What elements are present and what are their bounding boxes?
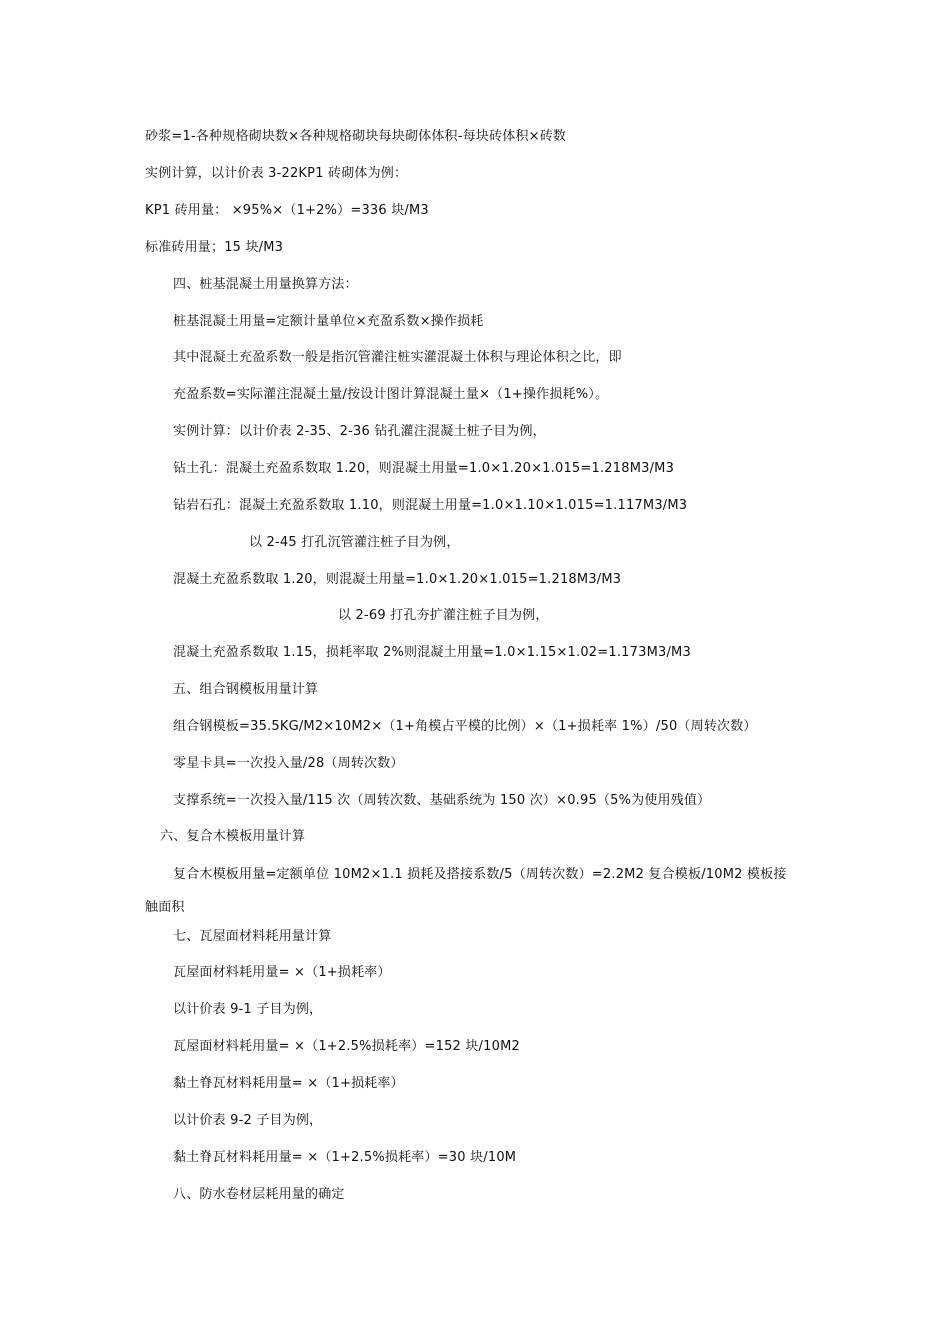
text-line: KP1 砖用量： ×95%×（1+2%）=336 块/M3 (145, 203, 429, 218)
text-line: 桩基混凝土用量=定额计量单位×充盈系数×操作损耗 (173, 314, 484, 329)
text-line: 以 2-45 打孔沉管灌注桩子目为例， (249, 535, 460, 550)
text-line: 黏土脊瓦材料耗用量= ×（1+2.5%损耗率）=30 块/10M (173, 1150, 517, 1165)
text-paragraph: 复合木模板用量=定额单位 10M2×1.1 损耗及搭接系数/5（周转次数）=2.2M2 复合模板/10M2 模板接触面积 (145, 867, 787, 915)
section-heading: 七、瓦屋面材料耗用量计算 (173, 929, 332, 944)
section-heading: 八、防水卷材层耗用量的确定 (173, 1187, 345, 1202)
text-line: 砂浆=1-各种规格砌块数×各种规格砌块每块砌体体积-每块砖体积×砖数 (145, 129, 567, 144)
text-line: 充盈系数=实际灌注混凝土量/按设计图计算混凝土量×（1+操作损耗%）。 (173, 387, 609, 402)
text-line: 实例计算，以计价表 3-22KP1 砖砌体为例： (145, 166, 408, 181)
text-line: 钻岩石孔：混凝土充盈系数取 1.10，则混凝土用量=1.0×1.10×1.015=1.117M3/M3 (173, 498, 688, 513)
text-line: 零星卡具=一次投入量/28（周转次数） (173, 756, 404, 771)
text-line: 以计价表 9-2 子目为例， (173, 1113, 323, 1128)
text-line: 组合钢模板=35.5KG/M2×10M2×（1+角模占平模的比例）×（1+损耗率 1%）/50（周转次数） (173, 719, 757, 734)
text-line: 标准砖用量；15 块/M3 (145, 240, 284, 255)
text-line: 其中混凝土充盈系数一般是指沉管灌注桩实灌混凝土体积与理论体积之比，即 (173, 350, 622, 365)
text-line: 瓦屋面材料耗用量= ×（1+2.5%损耗率）=152 块/10M2 (173, 1039, 520, 1054)
text-line: 以 2-69 打孔夯扩灌注桩子目为例， (338, 608, 549, 623)
text-line: 以计价表 9-1 子目为例， (173, 1002, 323, 1017)
text-line: 钻土孔：混凝土充盈系数取 1.20，则混凝土用量=1.0×1.20×1.015=1.218M3/M3 (173, 461, 675, 476)
section-heading: 四、桩基混凝土用量换算方法： (173, 277, 358, 292)
section-heading: 六、复合木模板用量计算 (160, 829, 306, 844)
text-line: 混凝土充盈系数取 1.20，则混凝土用量=1.0×1.20×1.015=1.218M3/M3 (173, 572, 622, 587)
text-line: 混凝土充盈系数取 1.15，损耗率取 2%则混凝土用量=1.0×1.15×1.02=1.173M3/M3 (173, 645, 691, 660)
text-line: 实例计算：以计价表 2-35、2-36 钻孔灌注混凝土桩子目为例， (173, 424, 546, 439)
text-line: 瓦屋面材料耗用量= ×（1+损耗率） (173, 965, 391, 980)
text-line: 黏土脊瓦材料耗用量= ×（1+损耗率） (173, 1076, 404, 1091)
text-line: 支撑系统=一次投入量/115 次（周转次数、基础系统为 150 次）×0.95（5%为使用残值） (173, 793, 711, 808)
section-heading: 五、组合钢模板用量计算 (173, 682, 319, 697)
